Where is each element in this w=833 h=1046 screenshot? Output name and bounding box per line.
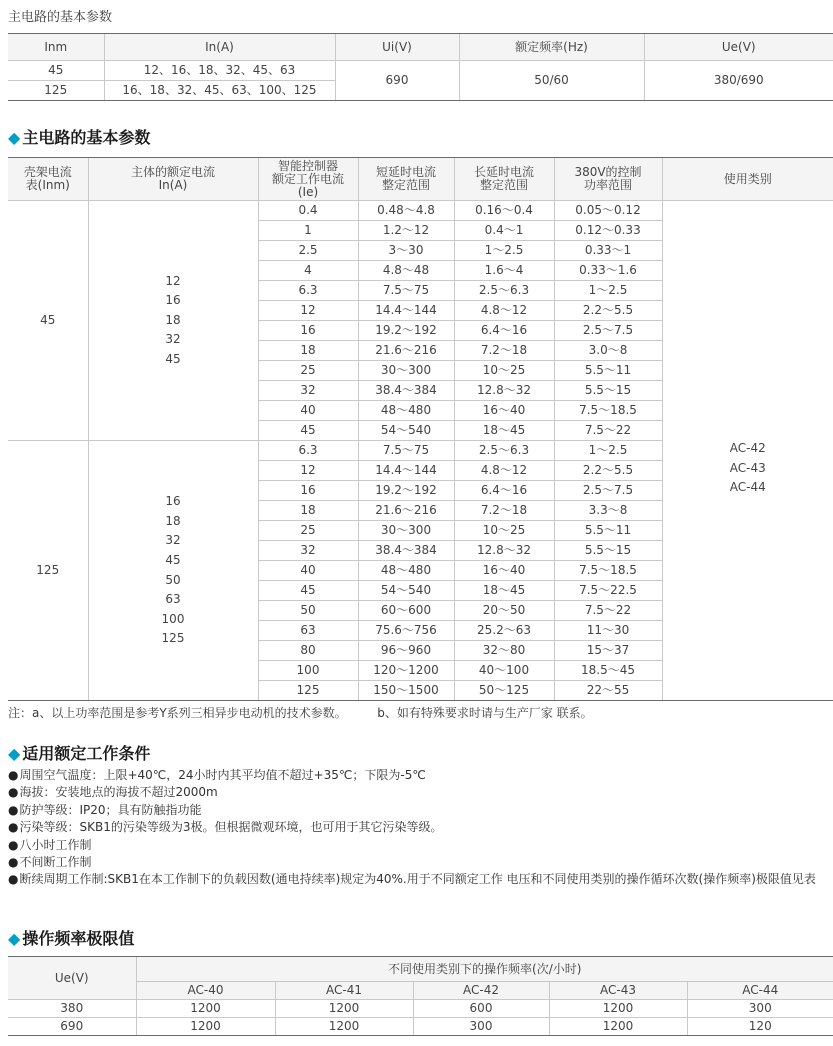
col-header-category: AC-41 [275, 982, 413, 1000]
list-item [8, 837, 828, 854]
table-row [8, 61, 833, 81]
cell-frequency-value: 1200 [549, 1018, 687, 1036]
cell-short-delay-range: 54～540 [358, 421, 454, 441]
header-line: In(A) [158, 178, 188, 192]
cell-power-range: 0.33～1 [554, 241, 662, 261]
footnote [8, 704, 593, 721]
cell-controller-current: 16 [258, 481, 358, 501]
main-circuit-parameters-table [8, 157, 833, 701]
col-header-frequency: 额定频率(Hz) [459, 34, 644, 61]
list-item [8, 871, 828, 888]
cell-long-delay-range: 50～125 [454, 681, 554, 701]
cell-short-delay-range: 48～480 [358, 561, 454, 581]
cell-long-delay-range: 2.5～6.3 [454, 441, 554, 461]
list-item-text: 污染等级：SKB1的污染等级为3极。但根据微观环境，也可用于其它污染等级。 [19, 820, 443, 835]
cell-short-delay-range: 60～600 [358, 601, 454, 621]
cell-controller-current: 45 [258, 581, 358, 601]
cell-long-delay-range: 25.2～63 [454, 621, 554, 641]
cell-long-delay-range: 1.6～4 [454, 261, 554, 281]
cell-ue: 690 [8, 1018, 136, 1036]
cell-controller-current: 12 [258, 461, 358, 481]
footnote-a: 注：a、以上功率范围是参考Y系列三相异步电动机的技术参数。 [8, 706, 347, 720]
col-header-category: AC-44 [687, 982, 833, 1000]
cell-power-range: 2.2～5.5 [554, 461, 662, 481]
header-line: 智能控制器 [277, 158, 338, 173]
cell-controller-current: 25 [258, 521, 358, 541]
cell-frequency: 50/60 [459, 61, 644, 101]
table-row [8, 201, 833, 221]
cell-power-range: 15～37 [554, 641, 662, 661]
table-header-row [8, 957, 833, 982]
cell-long-delay-range: 18～45 [454, 421, 554, 441]
rated-current-value: 16 [165, 494, 181, 509]
list-item-text: 防护等级：IP20；具有防触指功能 [19, 802, 202, 817]
rated-current-value: 63 [165, 592, 181, 607]
cell-power-range: 7.5～18.5 [554, 401, 662, 421]
bullet-icon: ● [8, 820, 19, 835]
cell-controller-current: 40 [258, 401, 358, 421]
cell-power-range: 18.5～45 [554, 661, 662, 681]
list-item-text: 不间断工作制 [19, 855, 92, 870]
cell-power-range: 5.5～15 [554, 541, 662, 561]
cell-short-delay-range: 7.5～75 [358, 281, 454, 301]
cell-short-delay-range: 4.8～48 [358, 261, 454, 281]
header-line: 整定范围 [381, 178, 430, 192]
cell-power-range: 2.2～5.5 [554, 301, 662, 321]
cell-long-delay-range: 4.8～12 [454, 301, 554, 321]
bullet-icon: ● [8, 768, 19, 782]
cell-power-range: 7.5～22 [554, 421, 662, 441]
cell-controller-current: 2.5 [258, 241, 358, 261]
cell-short-delay-range: 96～960 [358, 641, 454, 661]
section-heading-frequency-limits [8, 926, 134, 949]
cell-long-delay-range: 10～25 [454, 521, 554, 541]
cell-frequency-value: 1200 [275, 1018, 413, 1036]
bullet-icon: ● [8, 855, 19, 870]
rated-current-value: 12 [165, 273, 181, 288]
cell-long-delay-range: 4.8～12 [454, 461, 554, 481]
cell-controller-current: 45 [258, 421, 358, 441]
usage-category-value: AC-42 [729, 441, 766, 455]
cell-controller-current: 100 [258, 661, 358, 681]
table-header-row [8, 34, 833, 61]
cell-power-range: 22～55 [554, 681, 662, 701]
cell-controller-current: 32 [258, 381, 358, 401]
cell-long-delay-range: 32～80 [454, 641, 554, 661]
section-heading-conditions [8, 741, 150, 764]
col-header-operating-frequency: 不同使用类别下的操作频率(次/小时) [136, 957, 833, 982]
cell-inm: 125 [8, 81, 104, 101]
cell-short-delay-range: 3～30 [358, 241, 454, 261]
col-header-category: AC-43 [549, 982, 687, 1000]
section-title: 操作频率极限值 [22, 929, 135, 948]
list-item [8, 802, 828, 819]
cell-controller-current: 6.3 [258, 281, 358, 301]
list-item [8, 784, 828, 801]
cell-frequency-value: 600 [413, 1000, 549, 1018]
cell-short-delay-range: 38.4～384 [358, 381, 454, 401]
cell-long-delay-range: 10～25 [454, 361, 554, 381]
cell-short-delay-range: 19.2～192 [358, 321, 454, 341]
cell-long-delay-range: 0.4～1 [454, 221, 554, 241]
usage-category-value: AC-43 [729, 460, 766, 475]
cell-power-range: 7.5～22 [554, 601, 662, 621]
header-line: 壳架电流 [23, 165, 72, 179]
cell-frequency-value: 1200 [136, 1018, 275, 1036]
cell-controller-current: 40 [258, 561, 358, 581]
cell-short-delay-range: 30～300 [358, 361, 454, 381]
cell-controller-current: 80 [258, 641, 358, 661]
cell-short-delay-range: 21.6～216 [358, 341, 454, 361]
cell-long-delay-range: 16～40 [454, 401, 554, 421]
cell-long-delay-range: 40～100 [454, 661, 554, 681]
cell-frame-current: 45 [8, 201, 88, 441]
cell-controller-current: 0.4 [258, 201, 358, 221]
cell-long-delay-range: 7.2～18 [454, 341, 554, 361]
diamond-icon: ◆ [8, 929, 21, 948]
rated-current-value: 45 [165, 552, 181, 567]
col-header-controller-current [258, 158, 358, 201]
cell-short-delay-range: 54～540 [358, 581, 454, 601]
cell-frequency-value: 300 [413, 1018, 549, 1036]
cell-short-delay-range: 21.6～216 [358, 501, 454, 521]
cell-rated-current-list [88, 441, 258, 701]
header-line: 380V的控制 [574, 165, 642, 179]
cell-long-delay-range: 18～45 [454, 581, 554, 601]
cell-power-range: 11～30 [554, 621, 662, 641]
list-item [8, 854, 828, 871]
header-line: 表(Inm) [25, 178, 70, 192]
header-title: 主电路的基本参数 [8, 10, 113, 25]
cell-controller-current: 6.3 [258, 441, 358, 461]
cell-usage-category [662, 201, 833, 701]
cell-long-delay-range: 20～50 [454, 601, 554, 621]
cell-frequency-value: 120 [687, 1018, 833, 1036]
cell-frequency-value: 1200 [275, 1000, 413, 1018]
cell-short-delay-range: 120～1200 [358, 661, 454, 681]
cell-controller-current: 125 [258, 681, 358, 701]
section-title: 适用额定工作条件 [22, 744, 151, 763]
rated-current-value: 125 [161, 631, 185, 646]
cell-power-range: 2.5～7.5 [554, 481, 662, 501]
col-header-ui: Ui(V) [335, 34, 459, 61]
header-line: 短延时电流 [375, 165, 436, 179]
cell-controller-current: 16 [258, 321, 358, 341]
cell-inm: 45 [8, 61, 104, 81]
table-row [8, 1000, 833, 1018]
header-line: 长延时电流 [473, 165, 534, 179]
cell-short-delay-range: 0.48～4.8 [358, 201, 454, 221]
col-header-rated-current [88, 158, 258, 201]
rated-current-value: 32 [165, 332, 181, 347]
cell-short-delay-range: 1.2～12 [358, 221, 454, 241]
rated-current-value: 18 [165, 312, 181, 327]
rated-current-value: 32 [165, 533, 181, 548]
list-item-text: 断续周期工作制:SKB1在本工作制下的负载因数(通电持续率)规定为40%.用于不同额定工作 电压和不同使用类别的操作循环次数(操作频率)极限值见表 [19, 872, 816, 887]
col-header-frame-current [8, 158, 88, 201]
cell-frequency-value: 1200 [549, 1000, 687, 1018]
cell-short-delay-range: 38.4～384 [358, 541, 454, 561]
col-header-power-range [554, 158, 662, 201]
cell-rated-current-list [88, 201, 258, 441]
operating-frequency-table [8, 956, 833, 1036]
diamond-icon: ◆ [8, 744, 21, 763]
cell-long-delay-range: 6.4～16 [454, 321, 554, 341]
cell-long-delay-range: 6.4～16 [454, 481, 554, 501]
cell-ue: 380/690 [644, 61, 833, 101]
cell-power-range: 1～2.5 [554, 441, 662, 461]
bullet-icon: ● [8, 802, 19, 817]
rated-current-value: 18 [165, 513, 181, 528]
main-circuit-summary-table [8, 33, 833, 101]
cell-long-delay-range: 12.8～32 [454, 541, 554, 561]
col-header-inm: Inm [8, 34, 104, 61]
cell-power-range: 0.12～0.33 [554, 221, 662, 241]
header-line: (Ie) [297, 184, 319, 199]
section-title: 主电路的基本参数 [22, 128, 151, 147]
cell-in: 16、18、32、45、63、100、125 [104, 81, 335, 101]
col-header-in: In(A) [104, 34, 335, 61]
cell-power-range: 7.5～18.5 [554, 561, 662, 581]
cell-controller-current: 32 [258, 541, 358, 561]
bullet-icon: ● [8, 837, 19, 852]
diamond-icon: ◆ [8, 128, 21, 147]
rated-current-value: 100 [161, 611, 185, 626]
table-header-row [8, 158, 833, 201]
cell-long-delay-range: 1～2.5 [454, 241, 554, 261]
cell-long-delay-range: 0.16～0.4 [454, 201, 554, 221]
cell-ui: 690 [335, 61, 459, 101]
table-row [8, 1018, 833, 1036]
rated-current-value: 50 [165, 572, 181, 587]
col-header-category: 使用类别 [662, 158, 833, 201]
usage-category-value: AC-44 [729, 480, 766, 495]
list-item [8, 767, 828, 784]
bullet-icon: ● [8, 872, 19, 887]
col-header-category: AC-42 [413, 982, 549, 1000]
cell-controller-current: 63 [258, 621, 358, 641]
cell-controller-current: 18 [258, 341, 358, 361]
rated-current-value: 16 [165, 293, 181, 308]
cell-short-delay-range: 7.5～75 [358, 441, 454, 461]
header-line: 整定范围 [479, 178, 528, 192]
cell-power-range: 0.05～0.12 [554, 201, 662, 221]
cell-long-delay-range: 12.8～32 [454, 381, 554, 401]
cell-power-range: 5.5～15 [554, 381, 662, 401]
cell-short-delay-range: 30～300 [358, 521, 454, 541]
cell-short-delay-range: 14.4～144 [358, 461, 454, 481]
col-header-long-delay [454, 158, 554, 201]
list-item [8, 819, 828, 836]
list-item-text: 海拔：安装地点的海拔不超过2000m [19, 785, 218, 800]
cell-power-range: 5.5～11 [554, 361, 662, 381]
cell-controller-current: 18 [258, 501, 358, 521]
cell-power-range: 7.5～22.5 [554, 581, 662, 601]
cell-in: 12、16、18、32、45、63 [104, 61, 335, 81]
cell-controller-current: 12 [258, 301, 358, 321]
conditions-list [8, 767, 828, 889]
list-item-text: 周围空气温度：上限+40℃，24小时内其平均值不超过+35℃；下限为-5℃ [19, 768, 426, 782]
cell-power-range: 5.5～11 [554, 521, 662, 541]
cell-controller-current: 25 [258, 361, 358, 381]
cell-power-range: 0.33～1.6 [554, 261, 662, 281]
col-header-ue: Ue(V) [644, 34, 833, 61]
cell-power-range: 3.3～8 [554, 501, 662, 521]
section-heading-main-circuit [8, 125, 150, 148]
col-header-category: AC-40 [136, 982, 275, 1000]
cell-controller-current: 1 [258, 221, 358, 241]
cell-power-range: 2.5～7.5 [554, 321, 662, 341]
cell-controller-current: 50 [258, 601, 358, 621]
cell-long-delay-range: 16～40 [454, 561, 554, 581]
header-line: 主体的额定电流 [130, 165, 215, 179]
cell-power-range: 3.0～8 [554, 341, 662, 361]
col-header-short-delay [358, 158, 454, 201]
cell-short-delay-range: 150～1500 [358, 681, 454, 701]
cell-short-delay-range: 19.2～192 [358, 481, 454, 501]
cell-frequency-value: 1200 [136, 1000, 275, 1018]
cell-short-delay-range: 14.4～144 [358, 301, 454, 321]
cell-ue: 380 [8, 1000, 136, 1018]
bullet-icon: ● [8, 785, 19, 800]
col-header-ue: Ue(V) [8, 957, 136, 1000]
header-line: 额定工作电流 [271, 171, 344, 186]
header-line: 功率范围 [583, 178, 632, 192]
rated-current-value: 45 [165, 351, 181, 366]
cell-short-delay-range: 48～480 [358, 401, 454, 421]
footnote-b: b、如有特殊要求时请与生产厂家 联系。 [377, 706, 593, 720]
cell-frame-current: 125 [8, 441, 88, 701]
cell-controller-current: 4 [258, 261, 358, 281]
cell-short-delay-range: 75.6～756 [358, 621, 454, 641]
cell-long-delay-range: 7.2～18 [454, 501, 554, 521]
cell-power-range: 1～2.5 [554, 281, 662, 301]
list-item-text: 八小时工作制 [19, 837, 92, 852]
cell-frequency-value: 300 [687, 1000, 833, 1018]
cell-long-delay-range: 2.5～6.3 [454, 281, 554, 301]
